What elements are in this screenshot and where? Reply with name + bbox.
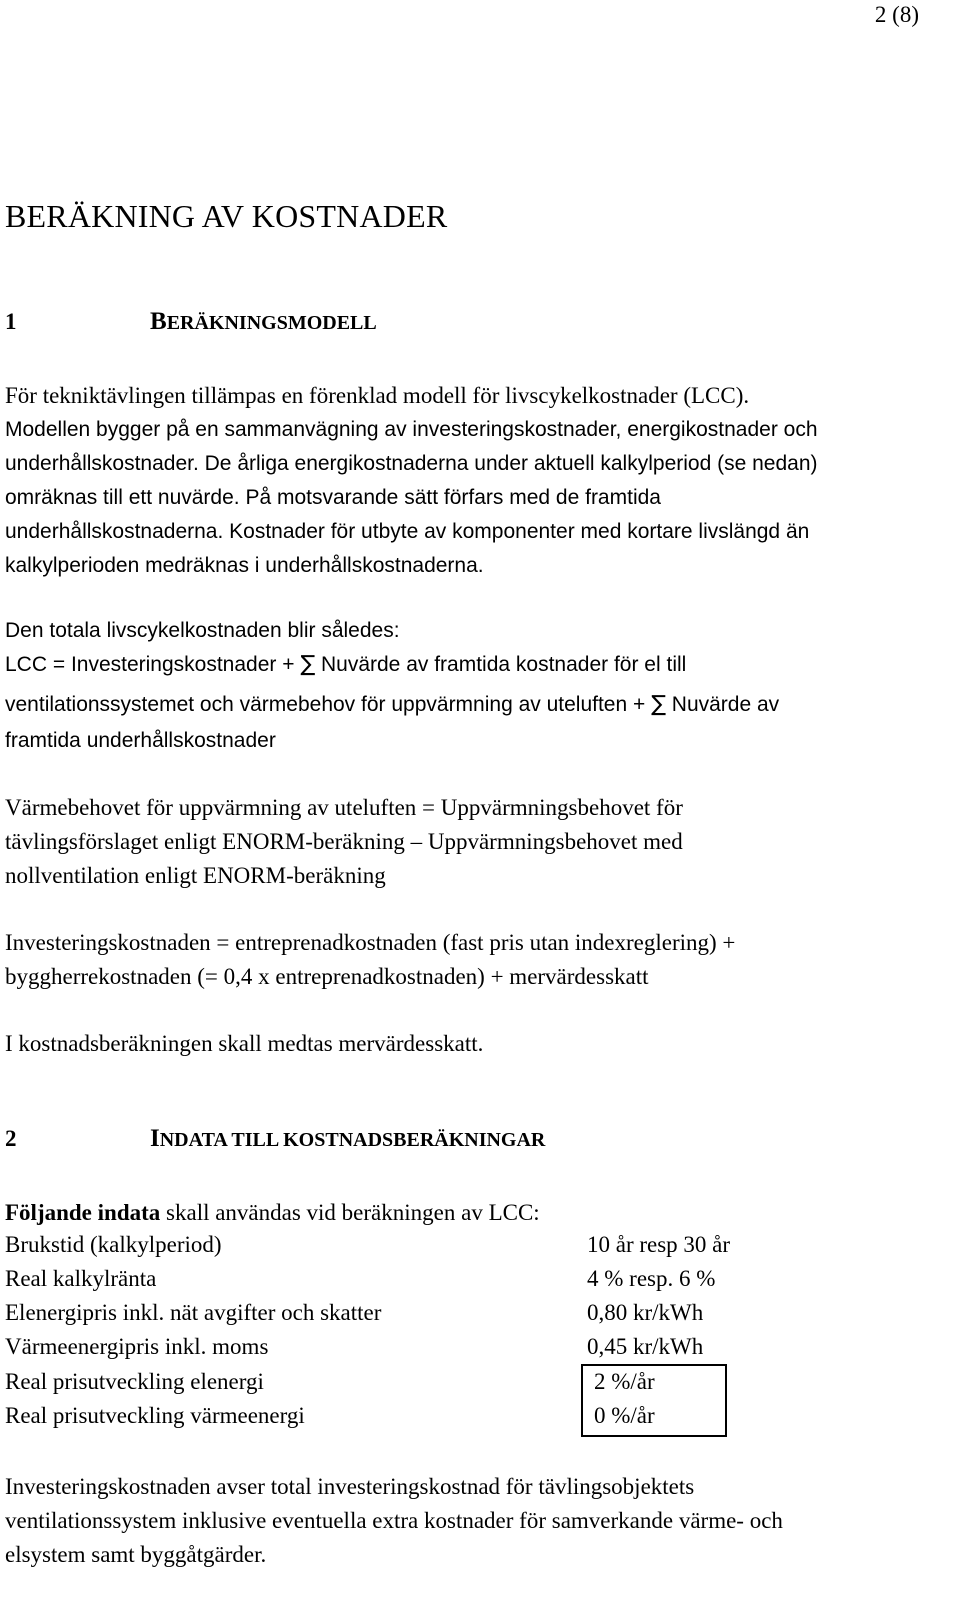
paragraph-line: omräknas till ett nuvärde. På motsvarande sätt förfars med de framtida (5, 486, 661, 509)
paragraph-line: underhållskostnaderna. Kostnader för utbyte av komponenter med kortare livslängd än (5, 520, 810, 543)
table-row (5, 1330, 765, 1364)
lcc-formula-line-2 (5, 686, 950, 724)
document-title: BERÄKNING AV KOSTNADER (5, 198, 448, 234)
parameter-label: Real prisutveckling elenergi (5, 1369, 264, 1394)
parameter-value: 0,80 kr/kWh (587, 1300, 704, 1325)
section-1-heading-initial: B (150, 308, 167, 335)
paragraph-line: nollventilation enligt ENORM-beräkning (5, 863, 386, 888)
paragraph-line: underhållskostnader. De årliga energikostnaderna under aktuell kalkylperiod (se nedan) (5, 452, 818, 475)
section-1-number: 1 (5, 309, 17, 334)
parameter-value: 4 % resp. 6 % (587, 1266, 716, 1291)
input-data-intro (5, 1196, 950, 1230)
lcc-formula-line-1 (5, 646, 950, 684)
paragraph-line: elsystem samt byggåtgärder. (5, 1542, 267, 1567)
lcc-formula-line-3: framtida underhållskostnader (5, 729, 276, 752)
parameter-label: Real prisutveckling värmeenergi (5, 1403, 305, 1428)
investment-scope-paragraph (5, 1470, 950, 1572)
paragraph-line: Investeringskostnaden avser total investeringskostnad för tävlingsobjektets (5, 1474, 695, 1499)
section-2-heading (5, 1122, 545, 1157)
table-row (5, 1262, 765, 1296)
section-2-heading-rest: NDATA TILL KOSTNADSBERÄKNINGAR (159, 1129, 546, 1151)
formula-text: ventilationssystemet och värmebehov för uppvärmning av uteluften + (5, 693, 652, 716)
sigma-symbol: ∑ (651, 692, 666, 717)
parameter-label: Värmeenergipris inkl. moms (5, 1334, 269, 1359)
page-number: 2 (8) (874, 2, 919, 27)
model-description-paragraph (5, 379, 950, 583)
parameter-label: Real kalkylränta (5, 1266, 157, 1291)
table-row (5, 1228, 765, 1262)
table-row (5, 1296, 765, 1330)
sigma-symbol: ∑ (300, 652, 316, 677)
parameter-value: 0,45 kr/kWh (587, 1334, 704, 1359)
section-1-heading-rest: ERÄKNINGSMODELL (166, 312, 377, 334)
investment-paragraph (5, 926, 950, 994)
heat-demand-paragraph (5, 791, 950, 893)
paragraph-line: Investeringskostnaden = entreprenadkostnaden (fast pris utan indexreglering) + (5, 930, 736, 955)
parameter-label: Elenergipris inkl. nät avgifter och skatter (5, 1300, 382, 1325)
formula-text: Nuvärde av framtida kostnader för el till (315, 653, 687, 676)
paragraph-line: Värmebehovet för uppvärmning av uteluften = Uppvärmningsbehovet för (5, 795, 683, 820)
section-1-heading (5, 305, 377, 340)
parameter-value: 10 år resp 30 år (587, 1232, 731, 1257)
lcc-formula-intro: Den totala livscykelkostnaden blir således: (5, 619, 400, 642)
input-data-intro-bold: Följande indata (5, 1200, 161, 1225)
input-data-intro-text: skall användas vid beräkningen av LCC: (160, 1200, 540, 1225)
parameter-value: 2 %/år (594, 1369, 655, 1394)
paragraph-line: tävlingsförslaget enligt ENORM-beräkning – Uppvärmningsbehovet med (5, 829, 683, 854)
vat-note: I kostnadsberäkningen skall medtas mervärdesskatt. (5, 1031, 484, 1056)
section-2-number: 2 (5, 1126, 17, 1151)
paragraph-line: ventilationssystem inklusive eventuella extra kostnader för samverkande värme- och (5, 1508, 783, 1533)
section-2-heading-initial: I (150, 1125, 160, 1152)
formula-text: LCC = Investeringskostnader + (5, 653, 301, 676)
paragraph-line: byggherrekostnaden (= 0,4 x entreprenadkostnaden) + mervärdesskatt (5, 964, 649, 989)
paragraph-line: kalkylperioden medräknas i underhållskostnaderna. (5, 554, 484, 577)
parameter-value: 0 %/år (594, 1403, 655, 1428)
parameter-label: Brukstid (kalkylperiod) (5, 1232, 222, 1257)
price-development-box (581, 1364, 727, 1437)
formula-text: Nuvärde av (665, 693, 780, 716)
paragraph-line: Modellen bygger på en sammanvägning av investeringskostnader, energikostnader och (5, 418, 818, 441)
paragraph-line: För tekniktävlingen tillämpas en förenklad modell för livscykelkostnader (LCC). (5, 383, 750, 408)
